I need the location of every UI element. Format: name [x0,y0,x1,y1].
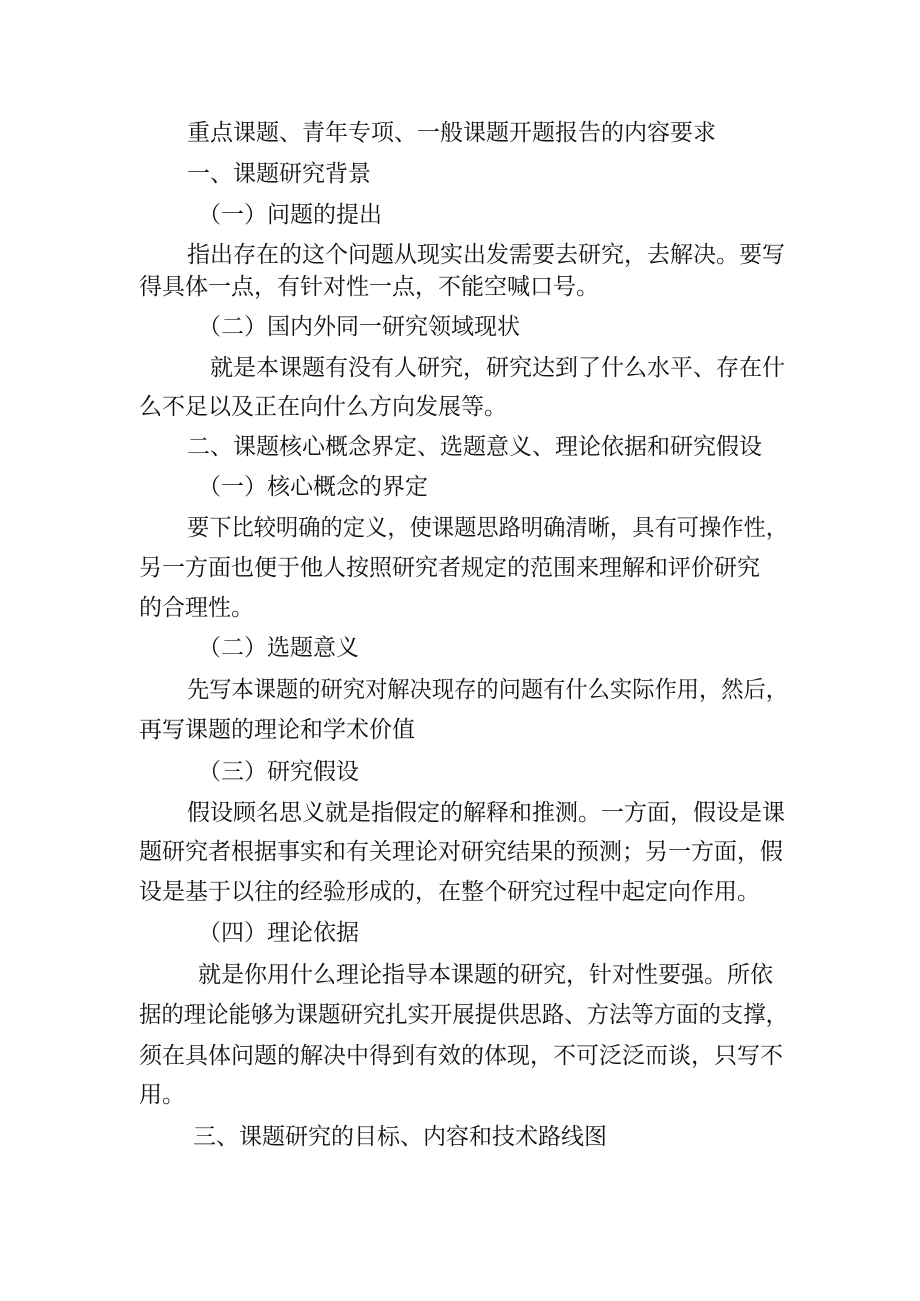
paragraph-line: 另一方面也便于他人按照研究者规定的范围来理解和评价研究 [139,555,760,581]
paragraph-line: 就是本课题有没有人研究，研究达到了什么水平、存在什 [210,355,785,381]
section-2-2-heading: （二）选题意义 [198,635,359,661]
paragraph-line: 题研究者根据事实和有关理论对研究结果的预测；另一方面，假 [139,839,783,865]
section-2-heading: 二、课题核心概念界定、选题意义、理论依据和研究假设 [187,434,762,460]
paragraph-line: 须在具体问题的解决中得到有效的体现，不可泛泛而谈，只写不 [139,1043,783,1069]
section-1-heading: 一、课题研究背景 [187,161,371,187]
paragraph-line: 就是你用什么理论指导本课题的研究，针对性要强。所依 [198,962,773,988]
paragraph-line: 先写本课题的研究对解决现存的问题有什么实际作用，然后， [187,677,789,703]
paragraph-line: 设是基于以往的经验形成的，在整个研究过程中起定向作用。 [139,879,760,905]
section-1-2-heading: （二）国内外同一研究领域现状 [198,314,520,340]
section-3-heading: 三、课题研究的目标、内容和技术路线图 [193,1124,607,1150]
paragraph-line: 据的理论能够为课题研究扎实开展提供思路、方法等方面的支撑， [139,1002,788,1028]
section-1-1-heading: （一）问题的提出 [198,202,382,228]
paragraph-line: 指出存在的这个问题从现实出发需要去研究，去解决。要写 [187,242,785,268]
section-2-4-heading: （四）理论依据 [198,920,359,946]
document-title: 重点课题、青年专项、一般课题开题报告的内容要求 [187,120,716,146]
paragraph-line: 假设顾名思义就是指假定的解释和推测。一方面，假设是课 [187,800,785,826]
paragraph-line: 要下比较明确的定义，使课题思路明确清晰，具有可操作性， [187,515,789,541]
paragraph-line: 用。 [139,1082,185,1108]
paragraph-line: 么不足以及正在向什么方向发展等。 [139,394,507,420]
paragraph-line: 得具体一点，有针对性一点，不能空喊口号。 [139,274,599,300]
paragraph-line: 再写课题的理论和学术价值 [139,717,415,743]
section-2-1-heading: （一）核心概念的界定 [198,474,428,500]
section-2-3-heading: （三）研究假设 [198,759,359,785]
paragraph-line: 的合理性。 [139,595,254,621]
